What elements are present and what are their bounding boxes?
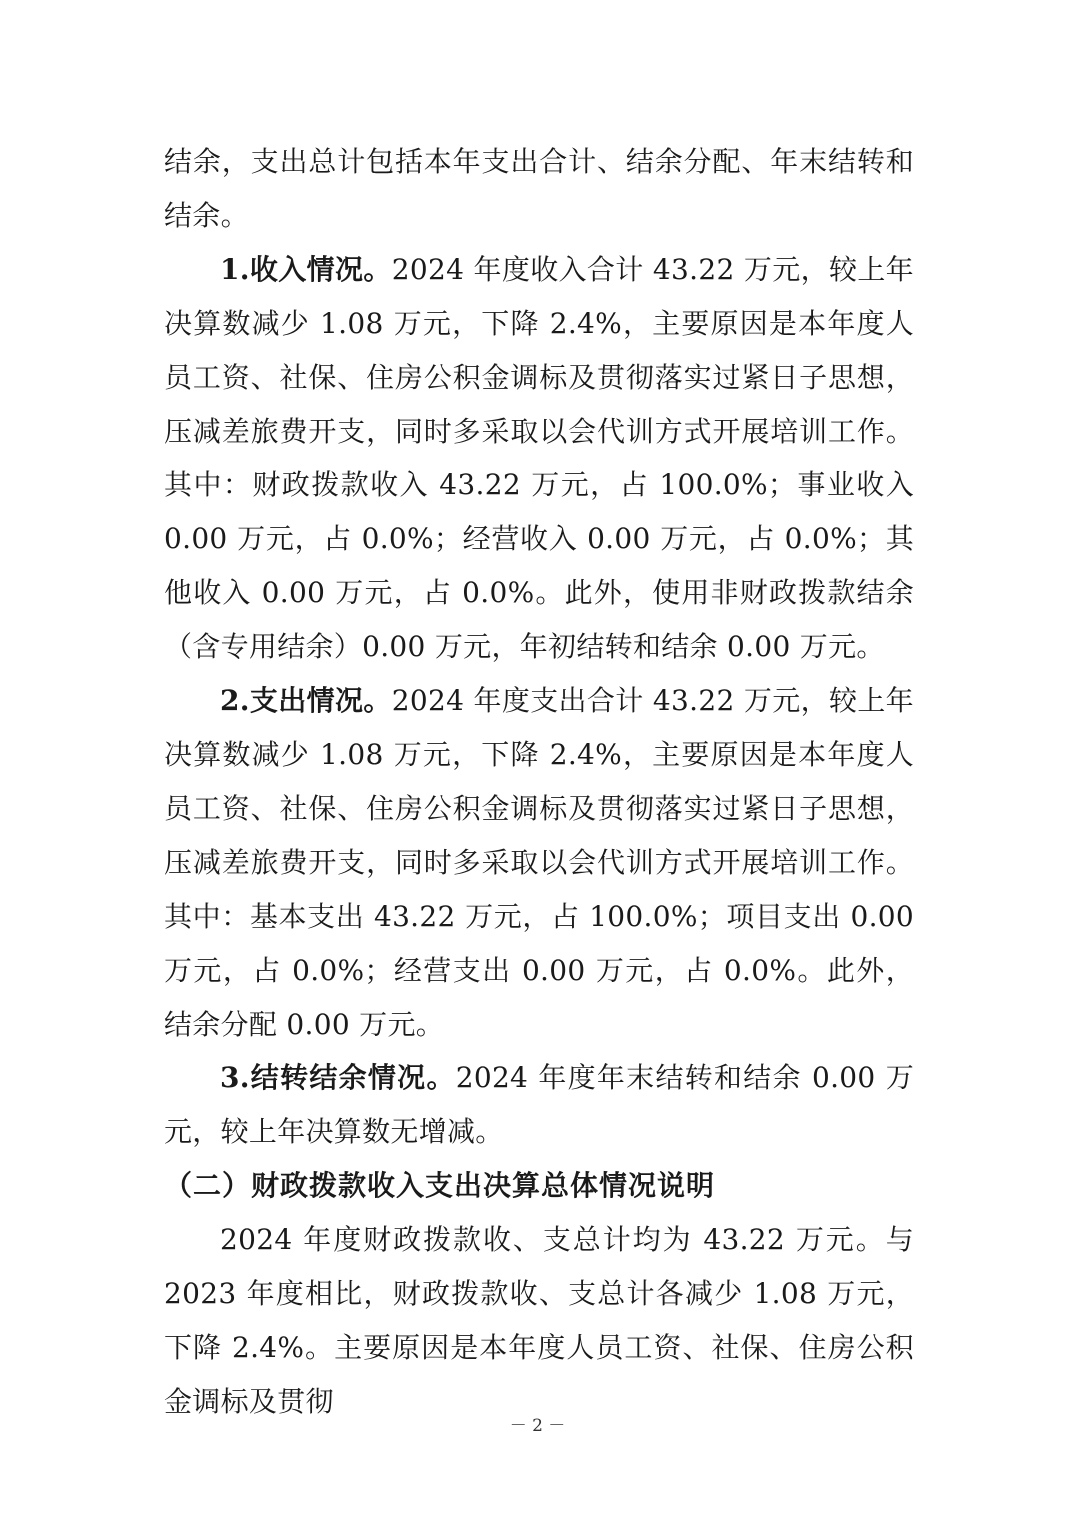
carryover-body: 2024 年度年末结转和结余 0.00 万元，较上年决算数无增减。 (164, 1061, 914, 1149)
income-body: 2024 年度收入合计 43.22 万元，较上年决算数减少 1.08 万元，下降 2.4%，主要原因是本年度人员工资、社保、住房公积金调标及贯彻落实过紧日子思想，压减差旅费开支，同时多采取以会代训方式开展培训工作。其中：财政拨款收入 43.22 万元，占 100.0%；事业收入 0.00 万元，占 0.0%；经营收入 0.00 万元，占 0.0%；其他收入 0.00 万元，占 0.0%。此外，使用非财政拨款结余（含专用结余）0.00 万元，年初结转和结余 0.00 万元。 (164, 252, 914, 664)
continuation-paragraph: 结余，支出总计包括本年支出合计、结余分配、年末结转和结余。 (164, 145, 914, 232)
income-heading: 1.收入情况。 (220, 252, 392, 286)
carryover-paragraph (164, 1051, 914, 1159)
section-two-paragraph: 2024 年度财政拨款收、支总计均为 43.22 万元。与 2023 年度相比，财政拨款收、支总计各减少 1.08 万元，下降 2.4%。主要原因是本年度人员工资、社保、住房公积金调标及贯彻 (164, 1223, 914, 1418)
expenditure-heading: 2.支出情况。 (220, 684, 392, 718)
income-paragraph (164, 243, 914, 674)
carryover-heading: 3.结转结余情况。 (220, 1061, 456, 1095)
expenditure-paragraph (164, 674, 914, 1051)
section-two-title: （二）财政拨款收入支出决算总体情况说明 (164, 1169, 716, 1203)
page-number: － 2 － (509, 1416, 566, 1436)
body-text (164, 135, 914, 1429)
expenditure-body: 2024 年度支出合计 43.22 万元，较上年决算数减少 1.08 万元，下降 2.4%，主要原因是本年度人员工资、社保、住房公积金调标及贯彻落实过紧日子思想，压减差旅费开支，同时多采取以会代训方式开展培训工作。其中：基本支出 43.22 万元，占 100.0%；项目支出 0.00 万元，占 0.0%；经营支出 0.00 万元，占 0.0%。此外，结余分配 0.00 万元。 (164, 684, 914, 1041)
